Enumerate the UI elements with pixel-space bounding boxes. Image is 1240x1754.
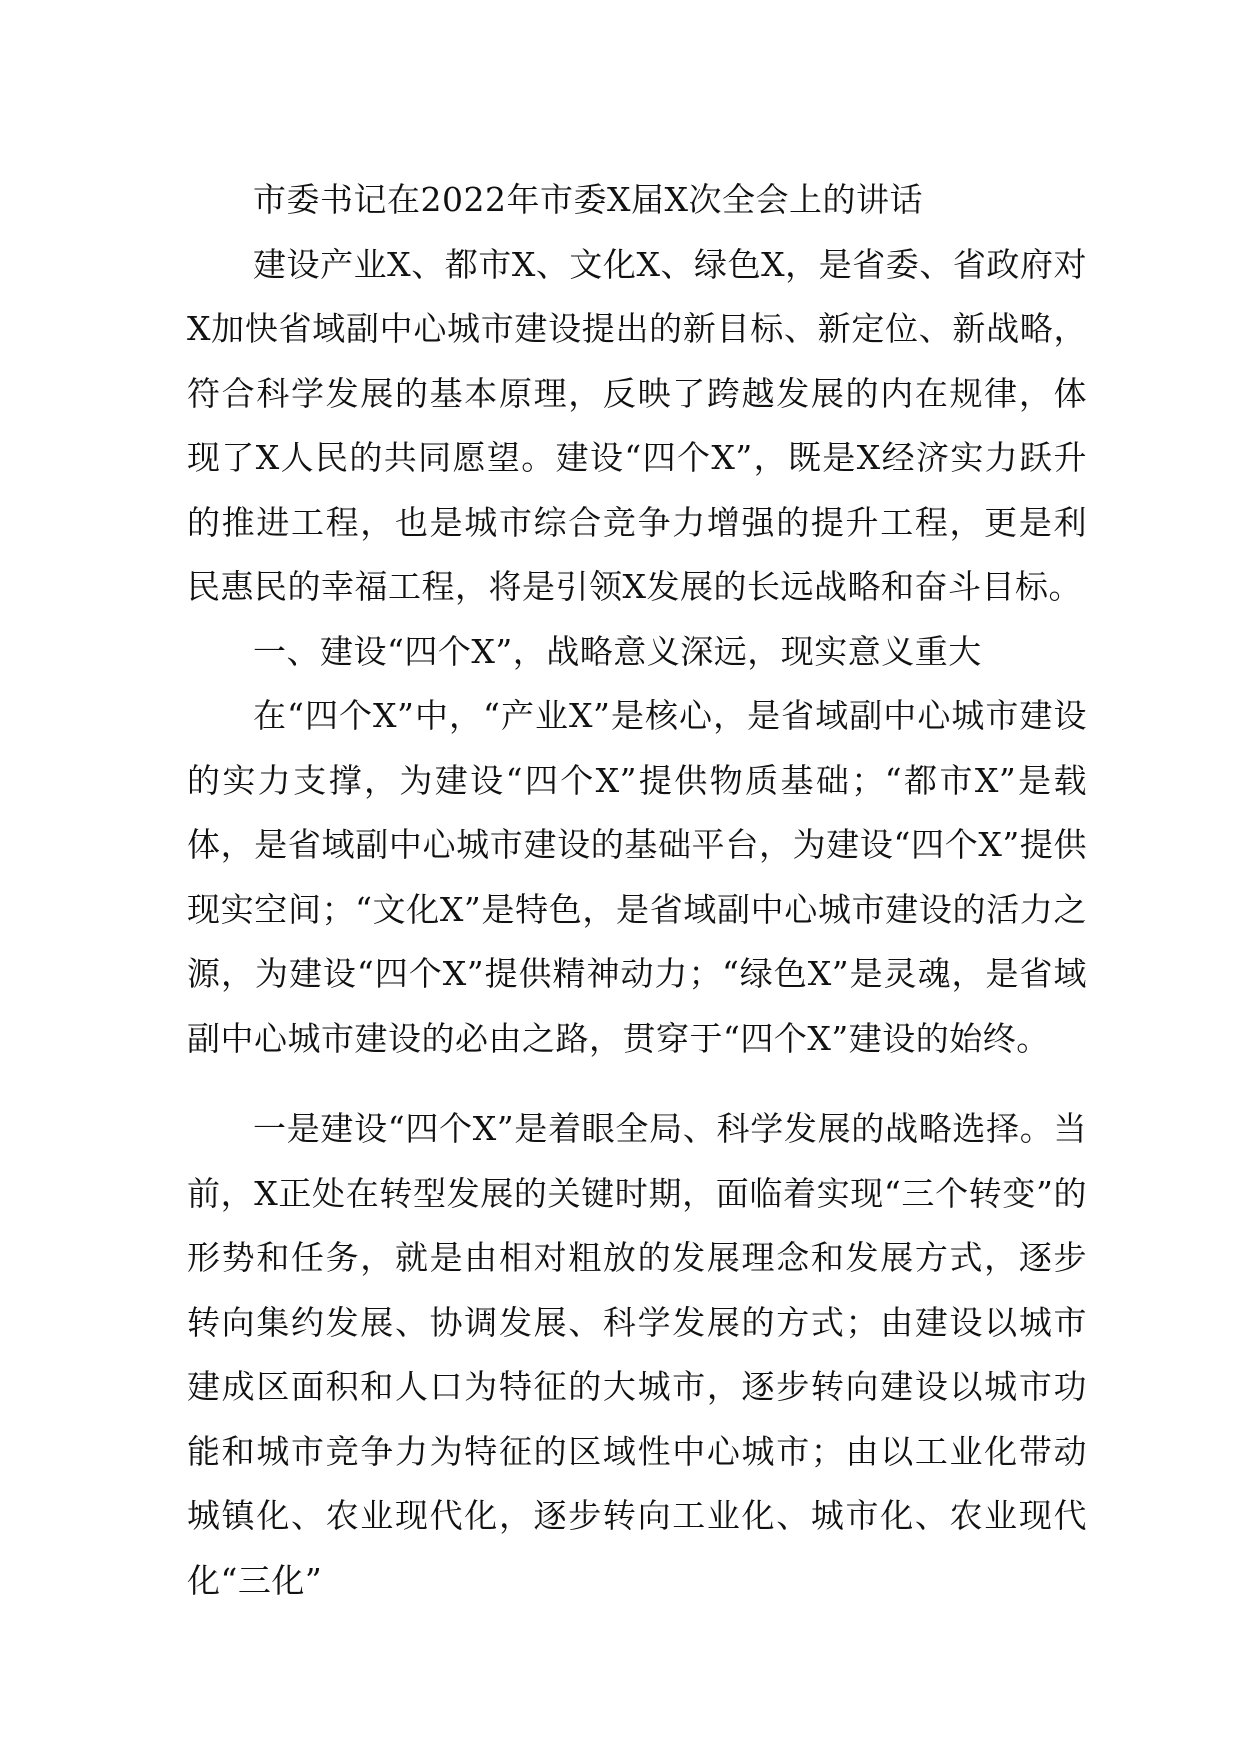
paragraph-four-x: 在“四个X”中，“产业X”是核心，是省域副中心城市建设的实力支撑，为建设“四个X”提供物质基础；“都市X”是载体，是省域副中心城市建设的基础平台，为建设“四个X”提供现实空间；“文化X”是特色，是省域副中心城市建设的活力之源，为建设“四个X”提供精神动力；“绿色X”是灵魂，是省域副中心城市建设的必由之路，贯穿于“四个X”建设的始终。 (187, 696, 1088, 1058)
section-heading-1: 一、建设“四个X”，战略意义深远，现实意义重大 (253, 631, 982, 671)
document-title: 市委书记在2022年市委X届X次全会上的讲话 (253, 180, 923, 219)
paragraph-strategic-choice: 一是建设“四个X”是着眼全局、科学发展的战略选择。当前，X正处在转型发展的关键时期，面临着实现“三个转变”的形势和任务，就是由相对粗放的发展理念和发展方式，逐步转向集约发展、协调发展、科学发展的方式；由建设以城市建成区面积和人口为特征的大城市，逐步转向建设以城市功能和城市竞争力为特征的区域性中心城市；由以工业化带动城镇化、农业现代化，逐步转向工业化、城市化、农业现代化“三化” (187, 1109, 1087, 1600)
document-body (187, 168, 1087, 1613)
paragraph-intro: 建设产业X、都市X、文化X、绿色X，是省委、省政府对X加快省域副中心城市建设提出的新目标、新定位、新战略，符合科学发展的基本原理，反映了跨越发展的内在规律，体现了X人民的共同愿望。建设“四个X”，既是X经济实力跃升的推进工程，也是城市综合竞争力增强的提升工程，更是利民惠民的幸福工程，将是引领X发展的长远战略和奋斗目标。 (187, 244, 1087, 606)
